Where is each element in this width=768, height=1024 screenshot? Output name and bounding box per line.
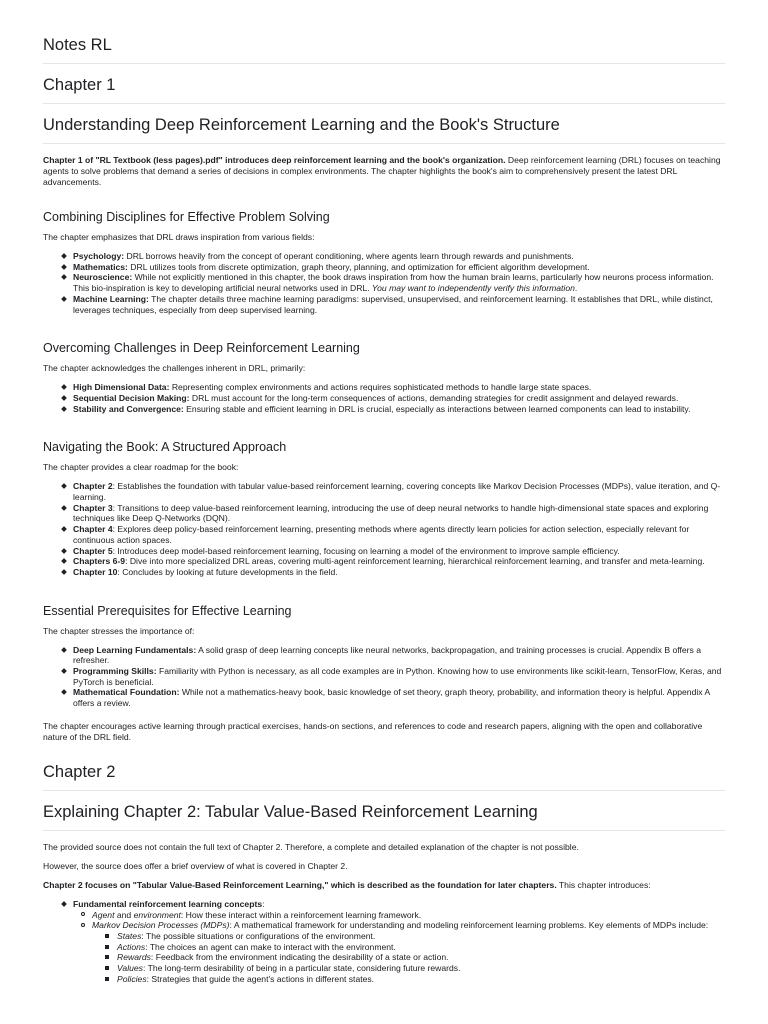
item-text: : How these interact within a reinforcement learning framework. <box>180 909 422 920</box>
item-term: Chapter 3 <box>73 502 113 513</box>
chapter-1-title: Understanding Deep Reinforcement Learning and the Book's Structure <box>43 104 725 144</box>
item-text: DRL borrows heavily from the concept of operant conditioning, where agents learn through rewards and punishments. <box>124 251 574 261</box>
disciplines-list <box>43 251 725 315</box>
item-term: Chapter 4 <box>73 524 113 535</box>
roadmap-list <box>43 481 725 577</box>
item-text: : Transitions to deep value-based reinforcement learning, introducing the use of deep neural networks to handle high-dimensional state spaces and exploring techniques like Deep Q-Networks (DQN). <box>73 502 709 524</box>
challenges-list <box>43 382 725 414</box>
list-item <box>73 687 725 708</box>
item-term: Actions <box>117 941 146 952</box>
chapter-1-closing: The chapter encourages active learning through practical exercises, hands-on sections, and references to code and research papers, aligning with the open and collaborative nature of the DRL field. <box>43 720 703 742</box>
list-item <box>73 556 725 567</box>
item-term: Chapters 6-9 <box>73 556 126 567</box>
mdp-item <box>117 931 725 942</box>
list-item <box>73 481 725 502</box>
item-text: : Strategies that guide the agent's actions in different states. <box>146 973 375 984</box>
item-term: Psychology: <box>73 251 125 261</box>
chapter-2-list <box>43 899 725 985</box>
item-colon: : <box>262 898 265 909</box>
list-item <box>73 567 725 578</box>
section-lead: The chapter provides a clear roadmap for the book: <box>43 462 239 473</box>
section-navigating-book: Navigating the Book: A Structured Approach <box>43 440 287 455</box>
item-term: Markov Decision Processes (MDPs) <box>92 920 230 931</box>
item-text: While not explicitly mentioned in this chapter, the book draws inspiration from how the human brain learns, particularly how neurons process information. This bio-inspiration is key to developing artificial neural networks used in DRL. <box>73 272 714 294</box>
list-item <box>73 294 725 315</box>
chapter-2-title: Explaining Chapter 2: Tabular Value-Based Reinforcement Learning <box>43 791 725 831</box>
item-term: Values <box>117 963 143 974</box>
item-term: Agent <box>92 909 115 920</box>
item-text: : Concludes by looking at future developments in the field. <box>117 566 338 577</box>
section-prerequisites: Essential Prerequisites for Effective Learning <box>43 603 292 618</box>
intro-bold: Chapter 1 of "RL Textbook (less pages).pdf" introduces deep reinforcement learning and the book's organization. <box>43 155 506 165</box>
chapter-1-intro <box>43 155 725 188</box>
item-term: Programming Skills: <box>73 666 157 677</box>
item-term: Stability and Convergence: <box>73 403 184 414</box>
item-term: Sequential Decision Making: <box>73 392 190 403</box>
verify-note: You may want to independently verify this information <box>369 283 575 294</box>
item-text: and <box>114 909 134 920</box>
list-item <box>73 272 725 293</box>
list-item <box>73 524 725 545</box>
item-text: : The possible situations or configurations of the environment. <box>141 930 376 941</box>
item-term: Policies <box>117 973 147 984</box>
concepts-sublist <box>73 910 725 985</box>
item-text: : Introduces deep model-based reinforcement learning, focusing on learning a model of the environment to improve sample efficiency. <box>112 545 620 556</box>
item-text-end: . <box>574 283 578 294</box>
list-item <box>73 503 725 524</box>
list-item <box>73 666 725 687</box>
chapter-2-para-1: The provided source does not contain the full text of Chapter 2. Therefore, a complete and detailed explanation of the chapter is not possible. <box>43 841 579 852</box>
item-text: : Feedback from the environment indicating the desirability of a state or action. <box>150 952 449 963</box>
list-item <box>73 382 725 393</box>
item-text: The chapter details three machine learning paradigms: supervised, unsupervised, and reinforcement learning. It establishes that DRL, while distinct, leverages techniques, especially from deep supervised learning. <box>73 293 713 315</box>
list-item <box>73 645 725 666</box>
item-term: Fundamental reinforcement learning concepts <box>73 898 263 909</box>
mdp-item <box>117 942 725 953</box>
item-text: DRL utilizes tools from discrete optimization, graph theory, planning, and optimization for efficient algorithm development. <box>127 261 590 272</box>
list-item <box>73 404 725 415</box>
list-item <box>73 899 725 985</box>
intro-rest: Deep reinforcement learning (DRL) focuses on teaching agents to solve problems that demand a series of decisions in complex environments. The chapter highlights the book's aim to comprehensively present the latest DRL advancements. <box>43 155 721 187</box>
item-text: : The choices an agent can make to interact with the environment. <box>145 941 396 952</box>
item-text: : Dive into more specialized DRL areas, covering multi-agent reinforcement learning, hierarchical reinforcement learning, and transfer and meta-learning. <box>125 556 705 567</box>
item-term: Chapter 10 <box>73 566 118 577</box>
item-text: While not a mathematics-heavy book, basic knowledge of set theory, graph theory, probability, and information theory is helpful. Appendix A offers a review. <box>73 687 710 709</box>
item-term: States <box>117 930 142 941</box>
item-text: DRL must account for the long-term consequences of actions, demanding strategies for credit assignment and delayed rewards. <box>189 392 679 403</box>
sublist-item <box>92 920 725 984</box>
section-combining-disciplines: Combining Disciplines for Effective Problem Solving <box>43 210 330 224</box>
para-rest: This chapter introduces: <box>556 879 651 890</box>
item-term: Neuroscience: <box>73 272 133 283</box>
section-challenges: Overcoming Challenges in Deep Reinforcement Learning <box>43 341 360 356</box>
item-term: Rewards <box>117 952 151 963</box>
item-text: : Explores deep policy-based reinforcement learning, presenting methods where agents directly learn policies for action selection, especially relevant for continuous action spaces. <box>73 524 690 545</box>
item-term: Mathematical Foundation: <box>73 687 180 698</box>
item-term: Chapter 5 <box>73 545 113 556</box>
item-term: Chapter 2 <box>73 481 113 492</box>
mdp-item <box>117 963 725 974</box>
prerequisites-list <box>43 645 725 709</box>
section-lead: The chapter stresses the importance of: <box>43 625 195 636</box>
item-text: : Establishes the foundation with tabular value-based reinforcement learning, covering concepts like Markov Decision Processes (MDPs), value iteration, and Q-learning. <box>73 481 721 503</box>
item-text: A solid grasp of deep learning concepts like neural networks, backpropagation, and training processes is crucial. Appendix B offers a refresher. <box>73 644 701 666</box>
list-item <box>73 251 725 262</box>
item-text: Representing complex environments and actions requires sophisticated methods to handle large state spaces. <box>169 382 592 393</box>
item-term: Deep Learning Fundamentals: <box>73 644 197 655</box>
item-term: environment <box>133 909 181 920</box>
mdp-item <box>117 952 725 963</box>
section-lead: The chapter emphasizes that DRL draws inspiration from various fields: <box>43 232 315 242</box>
para-bold: Chapter 2 focuses on "Tabular Value-Based Reinforcement Learning," which is described as the foundation for later chapters. <box>43 879 557 890</box>
item-text: Familiarity with Python is necessary, as all code examples are in Python. Knowing how to use environments like scikit-learn, TensorFlow, Keras, and PyTorch is beneficial. <box>73 666 722 687</box>
mdp-elements-list <box>92 931 725 985</box>
document-title: Notes RL <box>43 30 725 64</box>
list-item <box>73 393 725 404</box>
sublist-item <box>92 910 725 921</box>
section-lead: The chapter acknowledges the challenges inherent in DRL, primarily: <box>43 363 306 374</box>
chapter-2-para-2: However, the source does offer a brief overview of what is covered in Chapter 2. <box>43 860 348 871</box>
chapter-1-heading: Chapter 1 <box>43 64 725 104</box>
chapter-2-para-3 <box>43 880 725 891</box>
chapter-2-heading: Chapter 2 <box>43 751 725 791</box>
list-item <box>73 546 725 557</box>
item-text: : A mathematical framework for understanding and modeling reinforcement learning problems. Key elements of MDPs include: <box>229 920 709 931</box>
item-term: Mathematics: <box>73 261 128 272</box>
item-term: Machine Learning: <box>73 293 149 304</box>
item-term: High Dimensional Data: <box>73 382 170 393</box>
list-item <box>73 262 725 273</box>
item-text: : The long-term desirability of being in a particular state, considering future rewards. <box>142 963 461 974</box>
item-text: Ensuring stable and efficient learning in DRL is crucial, especially as interactions between learned components can lead to instability. <box>183 403 691 414</box>
mdp-item <box>117 974 725 985</box>
